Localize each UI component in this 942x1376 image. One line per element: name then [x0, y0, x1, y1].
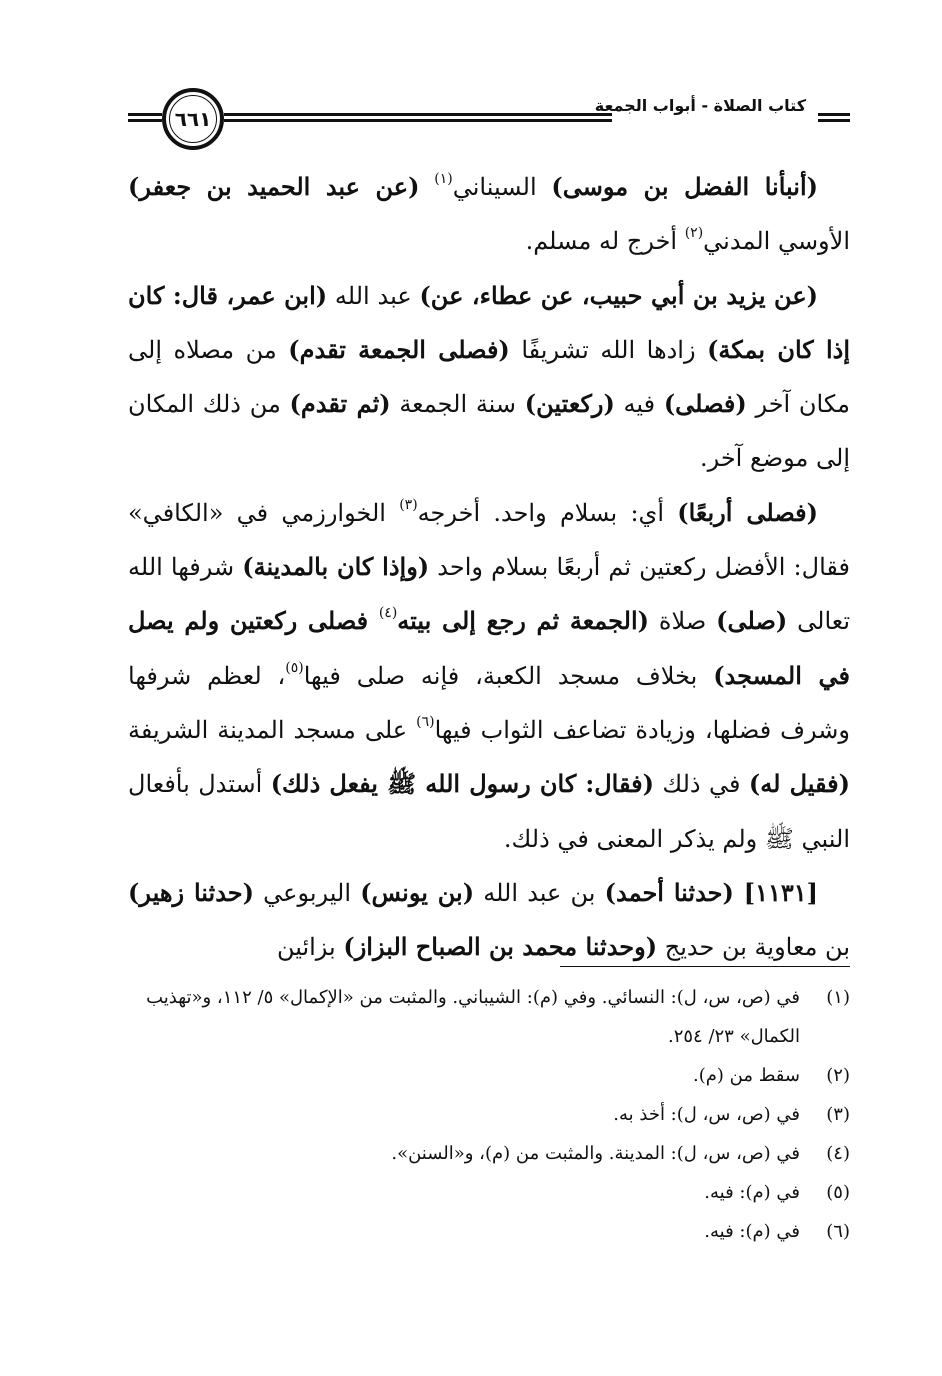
footnote-ref[interactable]: (٢) — [684, 225, 704, 242]
paragraph-2 — [128, 269, 850, 486]
footnote-item — [128, 1134, 850, 1173]
text-span: ، لعظم شرفها وشرف فضلها، وزيادة تضاعف الثواب فيها — [128, 661, 850, 744]
footnote-text: في (ص، س، ل): أخذ به. — [613, 1104, 800, 1125]
bold-span: فصلى ركعتين ولم يصل في المسجد) — [128, 606, 850, 690]
bold-span: (ابن عمر، قال: كان إذا كان بمكة) — [128, 280, 851, 364]
bold-span: (وحدثنا محمد بن الصباح البزاز) — [343, 932, 658, 962]
footnote-number: (٤) — [826, 1143, 850, 1164]
header-rule-middle — [224, 113, 612, 122]
text-span: على مسجد المدينة الشريفة — [128, 715, 417, 744]
footnote-number: (٦) — [826, 1221, 850, 1242]
text-span: فيه — [614, 390, 664, 419]
footnote-text: في (م): فيه. — [704, 1221, 800, 1242]
bold-span: (حدثنا زهير) — [128, 877, 254, 907]
bold-span: (وإذا كان بالمدينة) — [242, 552, 430, 582]
text-span: بزائين — [276, 933, 344, 962]
footnote-item — [128, 1173, 850, 1212]
footnote-ref[interactable]: (٣) — [399, 496, 418, 513]
main-text — [128, 160, 850, 974]
text-span: صلاة — [648, 607, 717, 636]
text-span: أخرج له مسلم. — [525, 227, 685, 256]
footnote-separator — [560, 966, 850, 967]
bold-span: (فصلى أربعًا) — [677, 497, 818, 527]
text-span: الأوسي المدني — [703, 227, 850, 256]
text-span: من ذلك المكان إلى موضع آخر. — [128, 390, 850, 473]
text-span: السيناني — [452, 173, 552, 201]
bold-span: (أنبأنا الفضل بن موسى) — [551, 172, 818, 201]
text-span: في ذلك — [653, 770, 749, 799]
bold-span: (فقال: كان رسول الله ﷺ يفعل ذلك) — [270, 769, 654, 799]
footnote-ref[interactable]: (٤) — [378, 605, 398, 622]
footnote-text: سقط من (م). — [693, 1065, 800, 1086]
footnote-number: (٣) — [826, 1104, 850, 1125]
text-span: بن معاوية بن حديج — [657, 933, 850, 962]
footnote-number: (١) — [826, 987, 850, 1008]
text-span — [419, 173, 434, 201]
footnote-text: في (ص، س، ل): النسائي. وفي (م): الشيباني. والمثبت من «الإكمال» ٥/ ١١٢، و«تهذيب الكمال» ٢٣/ ٢٥٤. — [146, 987, 800, 1047]
bold-span: (فقيل له) — [748, 769, 850, 799]
text-span: شرفها الله تعالى — [128, 553, 851, 636]
text-span: الخوارزمي في «الكافي» فقال: الأفضل ركعتين ثم أربعًا بسلام واحد — [128, 498, 850, 582]
text-span: أستدل بأفعال النبي ﷺ ولم يذكر المعنى في ذلك. — [128, 770, 850, 853]
footnote-ref[interactable]: (٥) — [285, 659, 304, 676]
bold-span: (فصلى الجمعة تقدم) — [288, 334, 510, 364]
footnote-text: في (ص، س، ل): المدينة. والمثبت من (م)، و«السنن». — [391, 1143, 800, 1164]
paragraph-3 — [128, 486, 850, 866]
footnote-ref[interactable]: (١) — [434, 171, 453, 187]
bold-span: (الجمعة ثم رجع إلى بيته — [397, 606, 649, 636]
text-span: أي: بسلام واحد. أخرجه — [417, 498, 678, 527]
bold-span: (ثم تقدم) — [289, 389, 391, 419]
bold-span: (عن يزيد بن أبي حبيب، عن عطاء، عن) — [419, 280, 818, 310]
header-rule-right — [818, 113, 850, 122]
bold-span: (ركعتين) — [524, 389, 615, 419]
text-span: بخلاف مسجد الكعبة، فإنه صلى فيها — [303, 661, 714, 690]
footnotes — [128, 978, 850, 1251]
footnote-item — [128, 1056, 850, 1095]
text-span: بن عبد الله — [474, 878, 605, 907]
bold-span: (عن عبد الحميد بن جعفر) — [128, 172, 420, 201]
bold-span: (بن يونس) — [360, 877, 475, 907]
footnote-item — [128, 978, 850, 1056]
footnote-item — [128, 1095, 850, 1134]
footnote-item — [128, 1212, 850, 1251]
footnote-ref[interactable]: (٦) — [416, 713, 435, 730]
text-span: زادها الله تشريفًا — [509, 335, 708, 364]
header-rule-left — [128, 113, 162, 122]
bold-span: (صلى) — [716, 606, 788, 636]
footnote-number: (٢) — [826, 1065, 850, 1086]
text-span: سنة الجمعة — [390, 390, 525, 419]
page-number-badge — [162, 88, 224, 150]
paragraph-1 — [128, 160, 850, 269]
running-title: كتاب الصلاة - أبواب الجمعة — [594, 96, 806, 115]
text-span: اليربوعي — [254, 878, 361, 907]
footnote-number: (٥) — [826, 1182, 850, 1203]
hadith-number-span: [١١٣١] (حدثنا أحمد) — [604, 877, 819, 907]
text-span: من مصلاه إلى مكان آخر — [128, 335, 850, 419]
footnote-text: في (م): فيه. — [704, 1182, 800, 1203]
page-number: ٦٦١ — [174, 107, 212, 131]
paragraph-4 — [128, 866, 850, 975]
bold-span: (فصلى) — [663, 389, 747, 419]
text-span: عبد الله — [327, 281, 420, 310]
page-header — [128, 84, 850, 156]
